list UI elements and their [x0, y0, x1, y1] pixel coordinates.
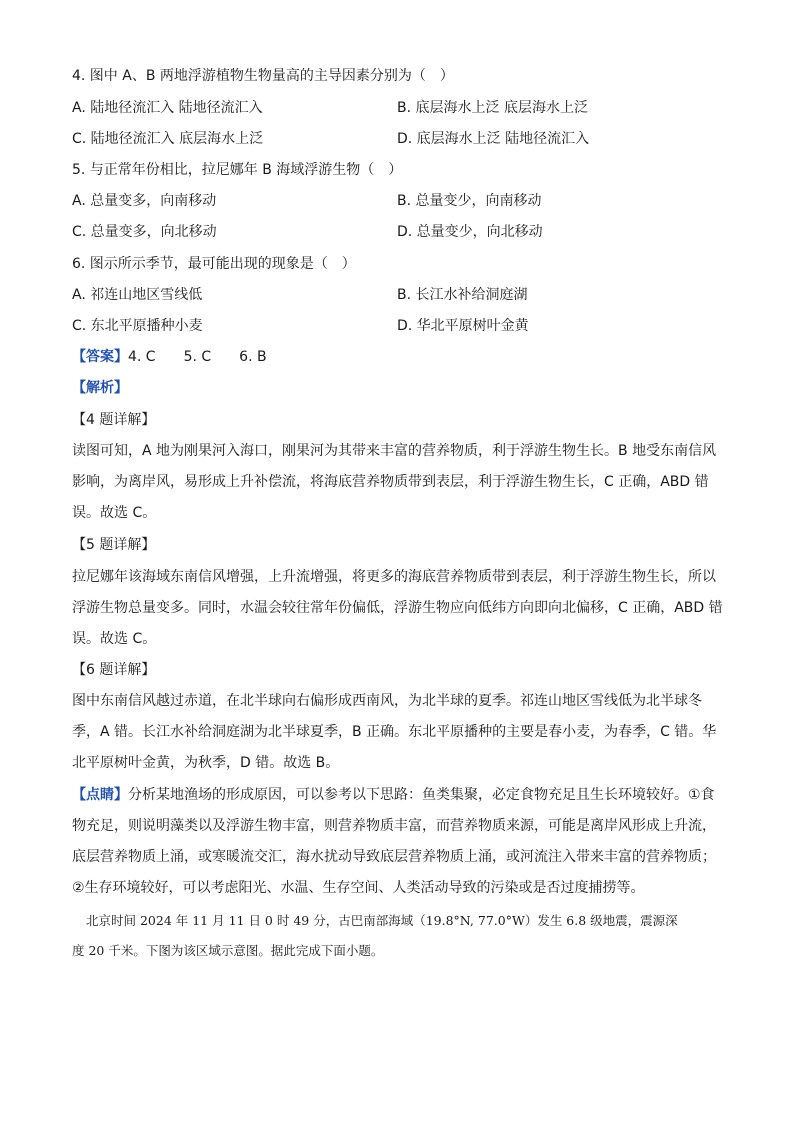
tip-line: 底层营养物质上涌，或寒暖流交汇，海水扰动导致底层营养物质上涌，或河流注入带来丰富的营养物质； [72, 849, 716, 865]
detail-5-line: 拉尼娜年该海域东南信风增强，上升流增强，将更多的海底营养物质带到表层，利于浮游生物生长，所以 [72, 569, 716, 585]
question-5-option-d: D. 总量变少，向北移动 [397, 224, 543, 240]
detail-5-text [72, 562, 722, 655]
question-4-option-b: B. 底层海水上泛 底层海水上泛 [397, 100, 588, 116]
question-5-stem: 5. 与正常年份相比，拉尼娜年 B 海域浮游生物（ ） [72, 162, 403, 178]
answer-tag: 【答案】 [72, 349, 128, 365]
detail-6-line: 图中东南信风越过赤道，在北半球向右偏形成西南风，为北半球的夏季。祁连山地区雪线低为北半球冬 [72, 693, 702, 709]
tip-line: 物充足，则说明藻类以及浮游生物丰富，则营养物质丰富，而营养物质来源，可能是离岸风形成上升流， [72, 818, 716, 834]
detail-6-text [72, 686, 722, 779]
question-4-option-c: C. 陆地径流汇入 底层海水上泛 [72, 131, 264, 147]
detail-5-line: 浮游生物总量变多。同时，水温会较往常年份偏低，浮游生物应向低纬方向即向北偏移，C 正确，ABD 错 [72, 600, 723, 616]
answer-text: 4. C 5. C 6. B [128, 349, 267, 365]
tip-tag: 【点睛】 [72, 787, 128, 803]
analysis-tag: 【解析】 [72, 380, 128, 396]
question-6-option-d: D. 华北平原树叶金黄 [397, 318, 529, 334]
intro-line: 北京时间 2024 年 11 月 11 日 0 时 49 分，古巴南部海域（19.8°N, 77.0°W）发生 6.8 级地震，震源深 [86, 913, 678, 928]
question-5-option-c: C. 总量变多，向北移动 [72, 224, 217, 240]
detail-4-tag: 【4 题详解】 [72, 412, 156, 428]
question-5-option-a: A. 总量变多，向南移动 [72, 193, 217, 209]
detail-5-tag: 【5 题详解】 [72, 537, 156, 553]
intro-line: 度 20 千米。下图为该区域示意图。据此完成下面小题。 [72, 943, 384, 958]
next-question-intro [72, 906, 722, 966]
detail-4-line: 读图可知，A 地为刚果河入海口，刚果河为其带来丰富的营养物质，利于浮游生物生长。B 地受东南信风 [72, 443, 717, 459]
tip-text [72, 780, 722, 904]
detail-5-line: 误。故选 C。 [72, 631, 157, 647]
question-4-stem: 4. 图中 A、B 两地浮游植物生物量高的主导因素分别为（ ） [72, 68, 454, 84]
tip-line-1: 【点睛】分析某地渔场的形成原因，可以参考以下思路：鱼类集聚，必定食物充足且生长环境较好。①食 [72, 787, 715, 803]
detail-4-line: 影响，为离岸风，易形成上升补偿流，将海底营养物质带到表层，利于浮游生物生长，C 正确，ABD 错 [72, 474, 709, 490]
detail-6-line: 季，A 错。长江水补给洞庭湖为北半球夏季，B 正确。东北平原播种的主要是春小麦，为春季，C 错。华 [72, 724, 717, 740]
tip-line: ②生存环境较好，可以考虑阳光、水温、生存空间、人类活动导致的污染或是否过度捕捞等。 [72, 880, 645, 896]
question-6-option-c: C. 东北平原播种小麦 [72, 318, 203, 334]
question-4-option-a: A. 陆地径流汇入 陆地径流汇入 [72, 100, 263, 116]
detail-4-line: 误。故选 C。 [72, 505, 157, 521]
question-6-stem: 6. 图示所示季节，最可能出现的现象是（ ） [72, 256, 356, 272]
question-6-option-b: B. 长江水补给洞庭湖 [397, 287, 528, 303]
detail-6-line: 北平原树叶金黄，为秋季，D 错。故选 B。 [72, 755, 340, 771]
answer-line [72, 347, 267, 367]
detail-6-tag: 【6 题详解】 [72, 662, 156, 678]
question-5-option-b: B. 总量变少，向南移动 [397, 193, 542, 209]
question-6-option-a: A. 祁连山地区雪线低 [72, 287, 203, 303]
question-4-option-d: D. 底层海水上泛 陆地径流汇入 [397, 131, 590, 147]
detail-4-text [72, 436, 722, 529]
